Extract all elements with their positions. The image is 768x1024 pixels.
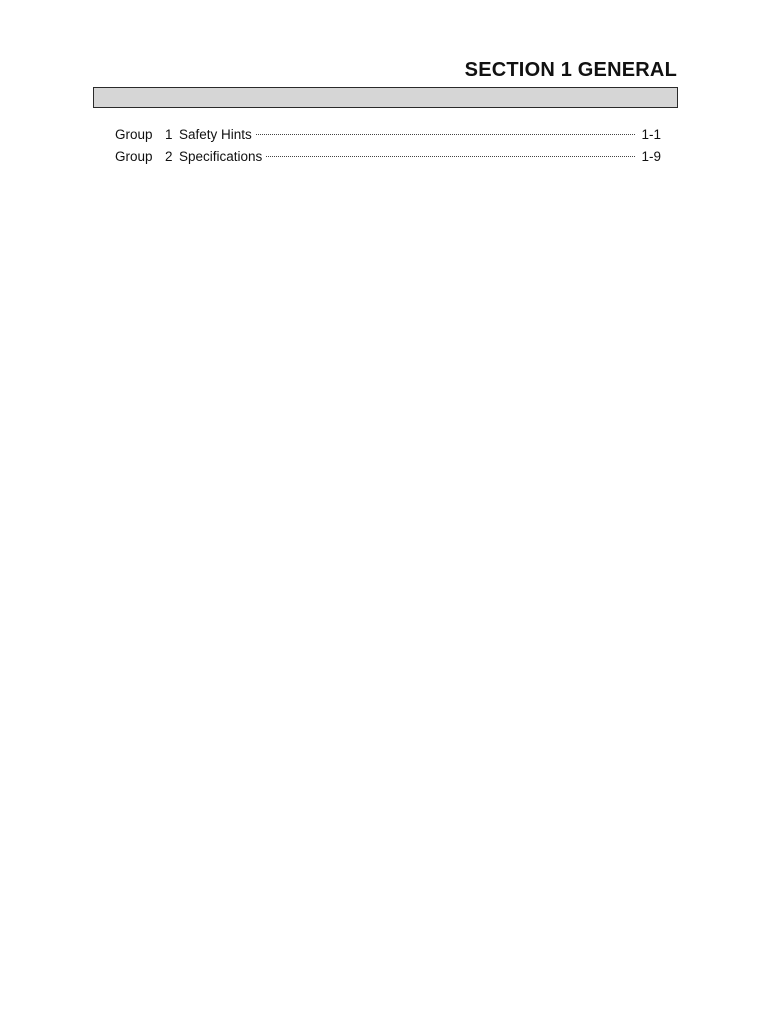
toc-entry-title: Safety Hints bbox=[179, 127, 252, 142]
toc-page-number: 1-1 bbox=[641, 127, 661, 142]
toc-entry-title: Specifications bbox=[179, 149, 263, 164]
toc-page-number: 1-9 bbox=[641, 149, 661, 164]
toc-group-number: 1 bbox=[165, 127, 173, 142]
toc-entry-specifications[interactable] bbox=[115, 149, 661, 171]
table-of-contents bbox=[115, 127, 661, 171]
toc-entry-safety-hints[interactable] bbox=[115, 127, 661, 149]
section-title: SECTION 1 GENERAL bbox=[464, 59, 677, 81]
toc-group-label: Group bbox=[115, 149, 153, 164]
dot-leader bbox=[256, 134, 635, 135]
toc-group-number: 2 bbox=[165, 149, 173, 164]
title-bar bbox=[93, 87, 678, 108]
dot-leader bbox=[266, 156, 635, 157]
toc-group-label: Group bbox=[115, 127, 153, 142]
